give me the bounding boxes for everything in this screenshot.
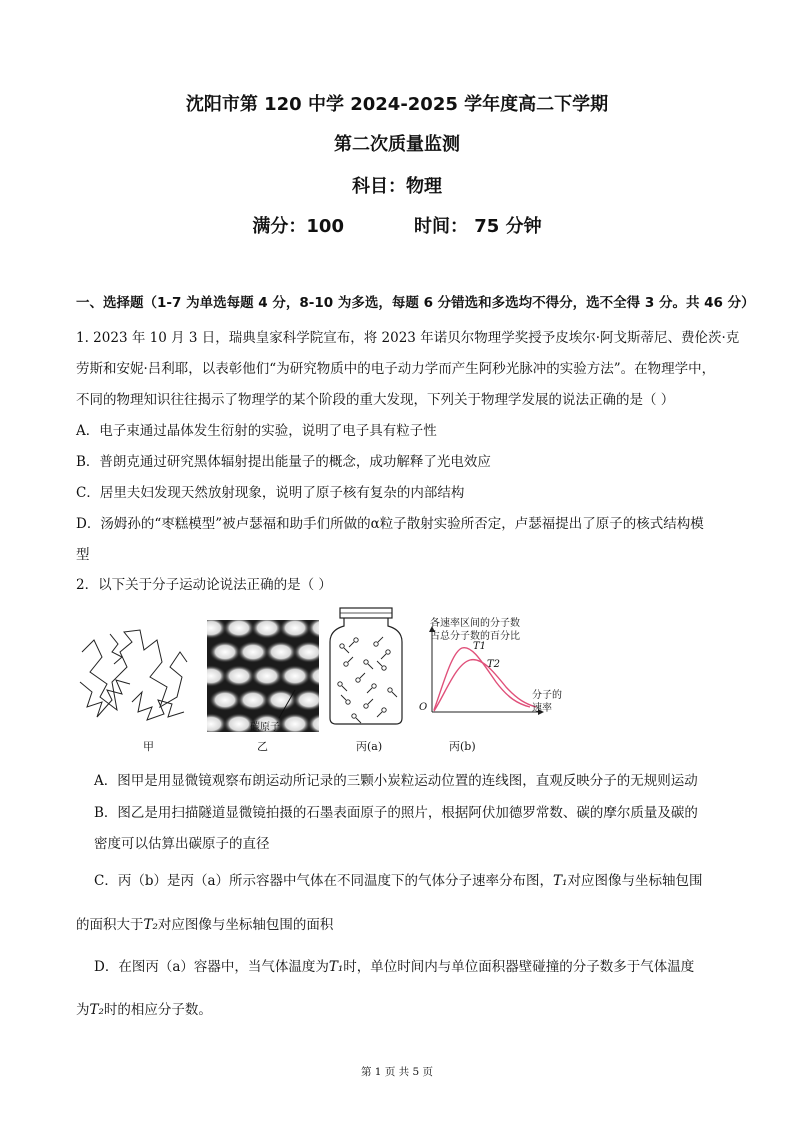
brownian-motion-figure [72, 622, 192, 722]
carbon-atom-blob [265, 641, 297, 663]
gas-molecule [344, 662, 348, 666]
q2-option-c-text-1: C．丙（b）是丙（a）所示容器中气体在不同温度下的气体分子速率分布图， [94, 873, 554, 889]
y-axis-label-line1: 各速率区间的分子数 [430, 618, 520, 629]
molecule-velocity-arrow [377, 661, 382, 666]
molecule-velocity-arrow [360, 673, 365, 678]
gas-container-figure [326, 606, 406, 732]
figure-label-jia: 甲 [143, 740, 154, 753]
carbon-atom-label: 碳原子 [250, 722, 280, 733]
molecule-velocity-arrow [356, 718, 361, 723]
page-footer: 第 1 页 共 5 页 [360, 1066, 434, 1078]
symbol-t2: T₂ [143, 917, 158, 933]
carbon-atom-blob [209, 689, 241, 711]
q2-option-c-text-2: 对应图像与坐标轴包围 [567, 873, 703, 889]
graphite-stm-figure [207, 620, 319, 732]
q2-option-d-text-1: D．在图丙（a）容器中，当气体温度为 [94, 959, 329, 975]
x-axis-label-line1: 分子的 [532, 690, 562, 701]
q2-option-d-text-2: 时，单位时间内与单位面积器壁碰撞的分子数多于气体温度 [343, 959, 695, 975]
gas-molecule [364, 704, 368, 708]
molecule-velocity-arrow [348, 657, 353, 662]
exam-subject: 科目：物理 [352, 176, 442, 197]
carbon-atom-blob [279, 665, 311, 687]
gas-molecule [382, 708, 386, 712]
molecule-velocity-arrow [349, 642, 354, 647]
molecule-velocity-arrow [368, 664, 373, 669]
carbon-atom-blob [251, 665, 283, 687]
molecule-velocity-arrow [378, 637, 383, 642]
q2-option-c-line2 [76, 913, 333, 933]
gas-molecule [364, 660, 368, 664]
q1-option-d-line2: 型 [76, 547, 90, 563]
figure-label-bing-a: 丙(a) [356, 740, 383, 753]
q1-option-a: A．电子束通过晶体发生衍射的实验，说明了电子具有粒子性 [76, 423, 437, 439]
full-score: 满分：100 [252, 216, 344, 237]
gas-molecule [340, 644, 344, 648]
x-axis-label-line2: 速率 [532, 703, 552, 714]
y-axis-label-line2: 占总分子数的百分比 [430, 631, 520, 642]
carbon-atom-blob [223, 665, 255, 687]
carbon-atom-blob [237, 689, 269, 711]
molecule-velocity-arrow [344, 648, 349, 653]
q2-option-d-line2 [76, 998, 212, 1018]
q2-option-d-text-3: 为 [76, 1002, 90, 1018]
curve-label-t2: T2 [487, 659, 501, 670]
gas-molecule [356, 678, 360, 682]
molecule-velocity-arrow [368, 699, 373, 704]
gas-molecule [338, 682, 342, 686]
q1-stem-line3: 不同的物理知识往往揭示了物理学的某个阶段的重大发现，下列关于物理学发展的说法正确的是（ ） [76, 392, 675, 408]
q2-option-a: A．图甲是用显微镜观察布朗运动所记录的三颗小炭粒运动位置的连线图，直观反映分子的无规则运动 [94, 773, 698, 789]
carbon-atom-blob [237, 641, 269, 663]
molecule-velocity-arrow [381, 654, 386, 659]
exam-subtitle: 第二次质量监测 [334, 134, 460, 155]
figure-label-yi: 乙 [257, 740, 268, 753]
curve-label-t1: T1 [473, 641, 487, 652]
gas-molecule [354, 638, 358, 642]
q1-option-b: B．普朗克通过研究黑体辐射提出能量子的概念，成功解释了光电效应 [76, 454, 491, 470]
q1-option-d-line1: D．汤姆孙的“枣糕模型”被卢瑟福和助手们所做的α粒子散射实验所否定，卢瑟福提出了原子的核式结构模 [76, 516, 704, 532]
symbol-t1: T₁ [553, 873, 568, 889]
molecule-velocity-arrow [341, 695, 346, 700]
gas-molecule [382, 666, 386, 670]
gas-molecule [374, 642, 378, 646]
exam-title: 沈阳市第 120 中学 2024-2025 学年度高二下学期 [185, 94, 609, 115]
q2-stem: 2．以下关于分子运动论说法正确的是（ ） [76, 577, 332, 593]
symbol-t1: T₁ [328, 959, 344, 975]
q2-option-c-line1 [94, 869, 702, 889]
q1-stem-line1: 1. 2023 年 10 月 3 日，瑞典皇家科学院宣布，将 2023 年诺贝尔物理学奖授予皮埃尔·阿戈斯蒂尼、费伦茨·克 [76, 330, 740, 346]
molecule-velocity-arrow [367, 688, 372, 693]
q1-stem-line2: 劳斯和安妮·吕利耶，以表彰他们“为研究物质中的电子动力学而产生阿秒光脉冲的实验方法”。在物理学中， [76, 361, 716, 377]
carbon-atom-blob [265, 689, 297, 711]
q2-option-c-text-3: 的面积大于 [76, 917, 144, 933]
symbol-t2: T₂ [89, 1002, 104, 1018]
section-heading: 一、选择题（1-7 为单选每题 4 分，8-10 为多选，每题 6 分错选和多选均不得分，选不全得 3 分。共 46 分） [76, 295, 755, 311]
q2-option-d-line1 [94, 955, 694, 975]
origin-label: O [419, 702, 428, 713]
gas-molecule [388, 688, 392, 692]
q2-option-d-text-4: 时的相应分子数。 [103, 1002, 212, 1018]
gas-molecule [372, 684, 376, 688]
molecule-velocity-arrow [377, 712, 382, 717]
exam-time: 时间： 75 分钟 [413, 216, 542, 237]
figure-label-bing-b: 丙(b) [449, 740, 476, 753]
q2-option-b-line2: 密度可以估算出碳原子的直径 [94, 836, 270, 852]
gas-molecule [352, 714, 356, 718]
q2-option-c-text-4: 对应图像与坐标轴包围的面积 [157, 917, 334, 933]
gas-molecule [346, 700, 350, 704]
molecule-velocity-arrow [392, 692, 397, 697]
molecule-velocity-arrow [342, 686, 347, 691]
q2-option-b-line1: B．图乙是用扫描隧道显微镜拍摄的石墨表面原子的照片，根据阿伏加德罗常数、碳的摩尔质量及碳的 [94, 805, 698, 821]
q1-option-c: C．居里夫妇发现天然放射现象，说明了原子核有复杂的内部结构 [76, 485, 465, 501]
carbon-atom-blob [209, 641, 241, 663]
gas-molecule [386, 650, 390, 654]
exam-score-time [0, 212, 794, 238]
